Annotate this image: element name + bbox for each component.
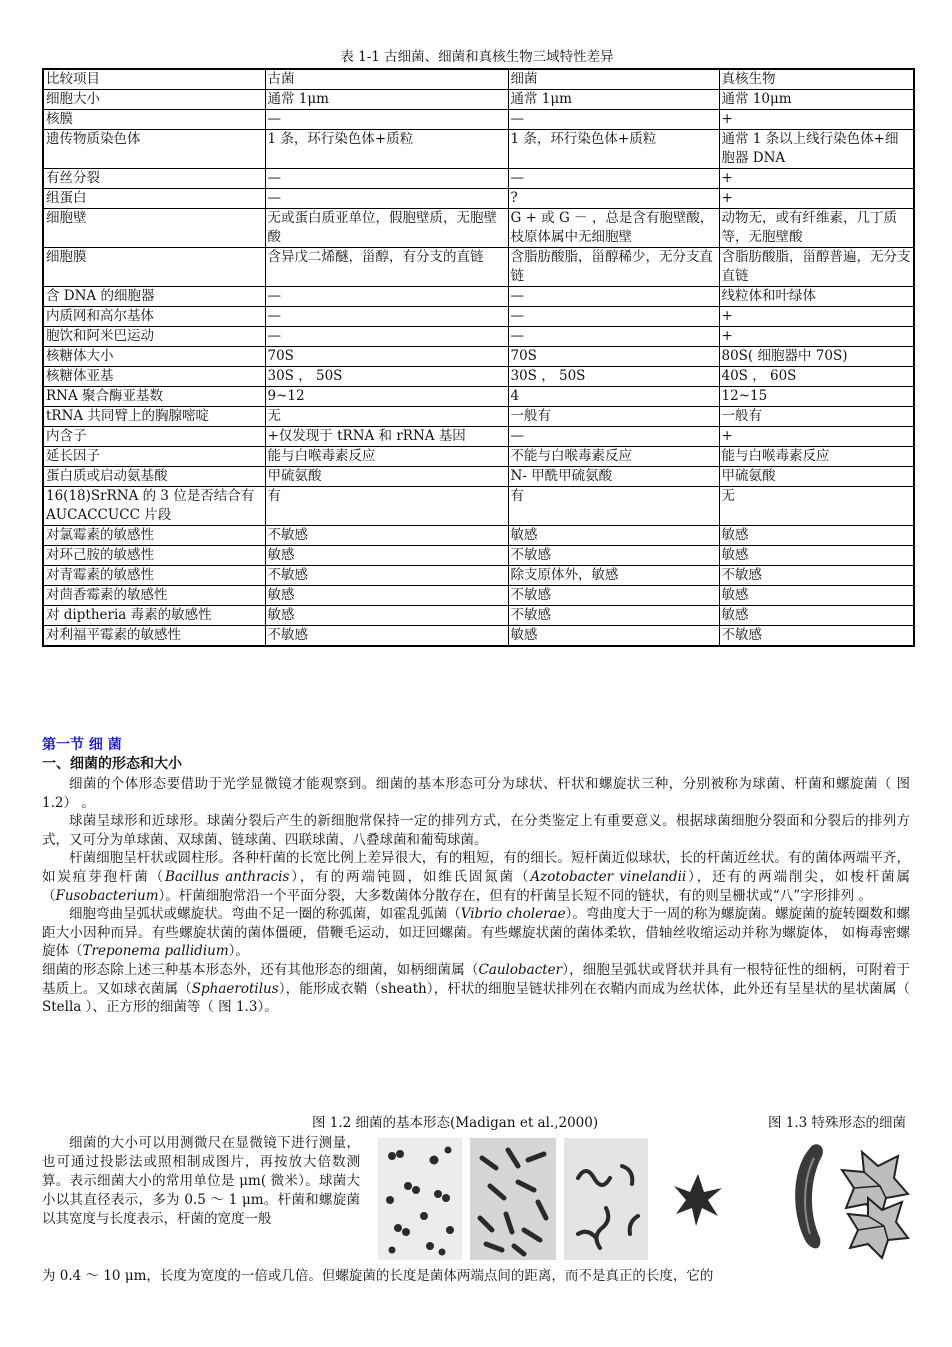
table-cell: 敏感 [265,586,508,606]
text-run: ）。 [228,943,249,960]
table-cell: — [508,110,719,130]
text-run: 细菌的形态除上述三种基本形态外，还有其他形态的细菌，如柄细菌属（ [42,961,479,978]
table-header-cell: 古菌 [265,69,508,90]
table-cell: ? [508,189,719,209]
table-row-label: 内含子 [43,427,265,447]
subsection-title: 一、细菌的形态和大小 [42,756,182,772]
table-cell: 含脂肪酸脂，甾醇稀少，无分支直链 [508,248,719,287]
table-cell: 一般有 [508,407,719,427]
table-cell: G + 或 G － ，总是含有胞壁酸，枝原体属中无细胞壁 [508,209,719,248]
table-row [43,130,914,169]
table-row [43,90,914,110]
table-cell: + [719,427,914,447]
table-cell: 线粒体和叶绿体 [719,287,914,307]
table-cell: — [265,307,508,327]
paragraph [42,849,910,905]
table-cell: 敏感 [508,626,719,647]
genus-name: Caulobacter [478,961,563,978]
paragraph [42,961,910,1017]
table-cell: 70S [265,347,508,367]
genus-name: Sphaerotilus [191,980,279,997]
comparison-table [42,68,915,647]
table-cell: 不敏感 [508,586,719,606]
species-name: Treponema pallidium [82,943,229,960]
table-row [43,307,914,327]
figure-captions [42,1114,910,1134]
table-cell: — [265,169,508,189]
paragraph [42,905,910,961]
table-row [43,566,914,586]
table-row-label: 细胞大小 [43,90,265,110]
table-row-label: 对 diptheria 毒素的敏感性 [43,606,265,626]
text-run: ），细胞呈弧状或肾状并具有一根特征性的细柄，可附着于基质上。又如球衣菌属（ [42,961,911,997]
table-cell: 动物无，或有纤维素，几丁质等，无胞壁酸 [719,209,914,248]
table-cell: — [265,189,508,209]
table-caption: 表 1-1 古细菌、细菌和真核生物三域特性差异 [340,49,614,65]
table-cell: 敏感 [265,606,508,626]
table-row [43,209,914,248]
table-cell: 无或蛋白质亚单位，假胞壁质，无胞壁酸 [265,209,508,248]
table-header-cell: 细菌 [508,69,719,90]
table-row [43,387,914,407]
table-row-label: 对茴香霉素的敏感性 [43,586,265,606]
table-cell: 30S ， 50S [508,367,719,387]
table-cell: 敏感 [719,546,914,566]
table-body [43,90,914,647]
table-cell: 甲硫氨酸 [719,467,914,487]
table-row [43,427,914,447]
table-cell: 12~15 [719,387,914,407]
genus-name: Fusobacterium [55,887,159,904]
figure-1-2-basic-morphology [378,1138,748,1260]
species-name: Bacillus anthracis [164,868,290,885]
table-header-cell: 真核生物 [719,69,914,90]
figure-1-3-caption: 图 1.3 特殊形态的细菌 [767,1115,906,1131]
table-cell: + [719,169,914,189]
table-cell: + [719,189,914,209]
table-cell: 不敏感 [719,566,914,586]
rods-micrograph [470,1138,556,1260]
star-shaped-micrograph [674,1174,722,1226]
table-cell: 不敏感 [508,546,719,566]
table-cell: 9~12 [265,387,508,407]
table-row [43,347,914,367]
species-name: Azotobacter vinelandii [530,868,687,885]
table-cell: 能与白喉毒素反应 [719,447,914,467]
cocci-micrograph [378,1138,462,1260]
table-row [43,626,914,647]
wrapped-paragraph [42,1134,360,1229]
text-run: ）。杆菌细胞常沿一个平面分裂，大多数菌体分散存在，但有的杆菌呈长短不同的链状，有的则呈栅状或“八”字形排列 。 [158,887,872,904]
figure-1-2-caption: 图 1.2 细菌的基本形态(Madigan et al.,2000) [312,1115,599,1131]
table-cell: + [719,307,914,327]
table-row [43,586,914,606]
table-cell: — [508,287,719,307]
table-row-label: 组蛋白 [43,189,265,209]
table-cell: 含脂肪酸脂，甾醇普遍，无分支直链 [719,248,914,287]
table-cell: 敏感 [719,606,914,626]
table-row [43,110,914,130]
table-row-label: 对氯霉素的敏感性 [43,526,265,546]
table-cell: — [265,327,508,347]
table-cell: — [508,427,719,447]
table-cell: 通常 1 条以上线行染色体+细胞器 DNA [719,130,914,169]
table-row-label: 含 DNA 的细胞器 [43,287,265,307]
table-row-label: 胞饮和阿米巴运动 [43,327,265,347]
text-run: ），有的两端钝圆，如维氏固氮菌（ [289,868,531,885]
table-cell: 1 条，环行染色体+质粒 [508,130,719,169]
section-title: 第一节 细 菌 [42,737,122,753]
table-cell: 无 [719,487,914,526]
table-row [43,487,914,526]
table-row-label: 有丝分裂 [43,169,265,189]
table-cell: 不敏感 [508,606,719,626]
table-cell: +仅发现于 tRNA 和 rRNA 基因 [265,427,508,447]
table-row-label: 核糖体大小 [43,347,265,367]
table-cell: + [719,327,914,347]
table-cell: 能与白喉毒素反应 [265,447,508,467]
table-cell: 通常 10μm [719,90,914,110]
table-cell: 有 [508,487,719,526]
table-cell: 不敏感 [265,526,508,546]
table-row [43,248,914,287]
table-row [43,526,914,546]
text-run: 杆菌细胞呈杆状或圆柱形。各种杆菌的长宽比例上差异很大，有的粗短，有的细长。短杆菌近似球状，长的杆菌近丝状。有的菌体两端平齐，如炭疽芽孢杆菌（ [42,850,910,885]
table-cell: 除支原体外，敏感 [508,566,719,586]
species-name: Vibrio cholerae [460,906,566,923]
table-row-label: 遗传物质染色体 [43,130,265,169]
table-row [43,367,914,387]
table-cell: 不敏感 [265,566,508,586]
table-row-label: 蛋白质或启动氨基酸 [43,467,265,487]
table-cell: 甲硫氨酸 [265,467,508,487]
body-text [42,775,910,1017]
table-row [43,467,914,487]
table-row-label: 16(18)SrRNA 的 3 位是否结合有 AUCACCUCC 片段 [43,487,265,526]
table-cell: — [265,110,508,130]
table-row-label: 对利福平霉素的敏感性 [43,626,265,647]
table-cell: 含异戊二烯醚，甾醇，有分支的直链 [265,248,508,287]
stella-micrograph [842,1152,908,1258]
table-row-label: 延长因子 [43,447,265,467]
table-row-label: 细胞壁 [43,209,265,248]
table-cell: — [508,307,719,327]
table-cell: 通常 1μm [508,90,719,110]
table-cell: 80S( 细胞器中 70S) [719,347,914,367]
table-cell: 一般有 [719,407,914,427]
paragraph: 球菌呈球形和近球形。球菌分裂后产生的新细胞常保持一定的排列方式，在分类鉴定上有重要意义。根据球菌细胞分裂面和分裂后的排列方式，又可分为单球菌、双球菌、链球菌、四联球菌、八叠球菌和葡萄球菌。 [42,813,910,848]
caulobacter-micrograph [795,1144,823,1248]
table-header-cell: 比较项目 [43,69,265,90]
table-cell: 敏感 [508,526,719,546]
table-row [43,189,914,209]
table-row [43,407,914,427]
table-cell: 4 [508,387,719,407]
text-run: ），还有的两端削尖，如梭杆菌属（ [42,868,911,904]
table-cell: N- 甲酰甲硫氨酸 [508,467,719,487]
table-cell: 不能与白喉毒素反应 [508,447,719,467]
table-cell: 不敏感 [265,626,508,647]
table-cell: 70S [508,347,719,367]
table-row-label: 对环己胺的敏感性 [43,546,265,566]
table-cell: 有 [265,487,508,526]
figure-1-3-special-morphology [788,1138,912,1260]
table-row [43,169,914,189]
table-cell: 敏感 [719,586,914,606]
table-row-label: RNA 聚合酶亚基数 [43,387,265,407]
table-cell: — [508,169,719,189]
table-row-label: 内质网和高尔基体 [43,307,265,327]
table-cell: 通常 1μm [265,90,508,110]
table-cell: 无 [265,407,508,427]
table-cell: + [719,110,914,130]
table-row-label: 核膜 [43,110,265,130]
table-row [43,606,914,626]
table-cell: 敏感 [719,526,914,546]
spirilla-micrograph [564,1138,648,1260]
table-cell: — [508,327,719,347]
table-cell: 不敏感 [719,626,914,647]
table-cell: 敏感 [265,546,508,566]
table-row [43,546,914,566]
table-cell: 30S ， 50S [265,367,508,387]
paragraph: 细菌的个体形态要借助于光学显微镜才能观察到。细菌的基本形态可分为球状、杆状和螺旋状三种，分别被称为球菌、杆菌和螺旋菌（ 图 1.2） 。 [42,776,910,811]
table-cell: 1 条，环行染色体+质粒 [265,130,508,169]
table-row-label: tRNA 共同臂上的胸腺嘧啶 [43,407,265,427]
table-row [43,327,914,347]
table-row-label: 核糖体亚基 [43,367,265,387]
paragraph: 细菌的大小可以用测微尺在显微镜下进行测量，也可通过投影法或照相制成图片，再按放大倍数测算。表示细菌大小的常用单位是 μm( 微米）。球菌大小以其直径表示，多为 0.5 ～ 1 μm。杆菌和螺旋菌以其宽度与长度表示，杆菌的宽度一般 [42,1135,360,1227]
table-cell: — [265,287,508,307]
text-run: ）。弯曲度大于一周的称为螺旋菌。螺旋菌的旋转圈数和螺距大小因种而异。有些螺旋状菌的菌体僵硬，借鞭毛运动，如迂回螺菌。有些螺旋状菌的菌体柔软，借轴丝收缩运动并称为螺旋体， 如梅毒密螺旋体（ [42,906,911,960]
table-row [43,447,914,467]
table-row-label: 对青霉素的敏感性 [43,566,265,586]
paragraph-continuation: 为 0.4 ～ 10 μm，长度为宽度的一倍或几倍。但螺旋菌的长度是菌体两端点间的距离，而不是真正的长度，它的 [42,1268,714,1284]
text-run: ），能形成衣鞘（sheath），杆状的细胞呈链状排列在衣鞘内而成为丝状体，此外还有呈星状的星状菌属（ Stella ）、正方形的细菌等（ 图 1.3）。 [42,980,911,1016]
text-run: 细胞弯曲呈弧状或螺旋状。弯曲不足一圈的称弧菌，如霍乱弧菌（ [69,906,461,923]
table-row-label: 细胞膜 [43,248,265,287]
table-header-row [43,69,914,90]
table-row [43,287,914,307]
table-cell: 40S ， 60S [719,367,914,387]
